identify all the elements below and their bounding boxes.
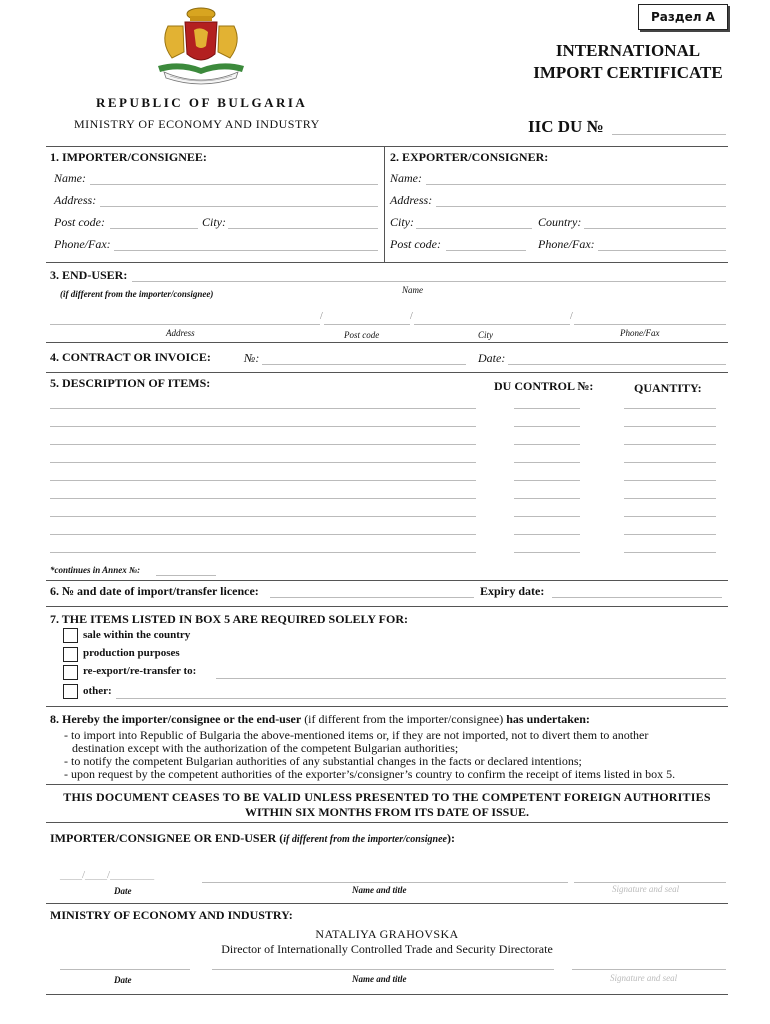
ministry-heading: MINISTRY OF ECONOMY AND INDUSTRY <box>74 117 320 131</box>
section-label: Раздел А <box>638 4 728 30</box>
end-user-title: 3. END-USER: <box>50 268 128 282</box>
exporter-postcode-label: Post code: <box>390 237 441 251</box>
importer-date-field[interactable]: ____/____/________ <box>60 869 155 881</box>
item-du-control-field[interactable] <box>514 462 580 463</box>
importer-address-label: Address: <box>54 193 97 207</box>
end-user-address-caption: Address <box>166 328 195 338</box>
purpose-title: 7. THE ITEMS LISTED IN BOX 5 ARE REQUIRED SOLELY FOR: <box>50 612 408 626</box>
exporter-phone-field[interactable] <box>598 250 726 251</box>
du-control-title: DU CONTROL №: <box>494 379 594 393</box>
item-quantity-field[interactable] <box>624 534 716 535</box>
annex-note: *continues in Annex №: <box>50 565 141 575</box>
ministry-name-title-caption: Name and title <box>352 974 407 984</box>
exporter-name-label: Name: <box>390 171 422 185</box>
undertaking-item-3: - upon request by the competent authorities of the exporter’s/consigner’s country to confirm the receipt of items listed in box 5. <box>64 767 676 781</box>
end-user-phone-field[interactable] <box>574 324 726 325</box>
item-quantity-field[interactable] <box>624 552 716 553</box>
item-description-field[interactable] <box>50 516 476 517</box>
importer-city-field[interactable] <box>228 228 378 229</box>
undertaking-item-1-cont: destination except with the authorization of the competent Bulgarian authorities; <box>72 741 459 755</box>
importer-sign-close: ): <box>446 831 455 845</box>
importer-sign-title-text: IMPORTER/CONSIGNEE OR END-USER ( <box>50 831 284 845</box>
quantity-title: QUANTITY: <box>634 381 702 395</box>
ministry-date-caption: Date <box>114 975 132 985</box>
annex-number-field[interactable] <box>156 575 216 576</box>
item-du-control-field[interactable] <box>514 408 580 409</box>
ministry-date-field[interactable] <box>60 969 190 970</box>
item-quantity-field[interactable] <box>624 498 716 499</box>
undertaking-title <box>50 712 590 727</box>
ministry-signature-caption: Signature and seal <box>610 973 678 983</box>
contract-title: 4. CONTRACT OR INVOICE: <box>50 350 211 364</box>
reexport-destination-field[interactable] <box>216 678 726 679</box>
item-du-control-field[interactable] <box>514 444 580 445</box>
other-field[interactable] <box>116 698 726 699</box>
exporter-postcode-field[interactable] <box>446 250 526 251</box>
importer-city-label: City: <box>202 215 226 229</box>
importer-phone-label: Phone/Fax: <box>54 237 111 251</box>
undertaking-title-part1: 8. Hereby the importer/consignee or the end-user <box>50 712 302 726</box>
end-user-address-field[interactable] <box>50 324 320 325</box>
importer-name-field[interactable] <box>90 184 378 185</box>
item-quantity-field[interactable] <box>624 426 716 427</box>
item-description-field[interactable] <box>50 462 476 463</box>
other-label: other: <box>83 685 112 697</box>
contract-no-field[interactable] <box>262 364 466 365</box>
licence-title: 6. № and date of import/transfer licence: <box>50 584 259 598</box>
title-line-2: IMPORT CERTIFICATE <box>533 63 723 82</box>
licence-field[interactable] <box>270 597 474 598</box>
item-quantity-field[interactable] <box>624 444 716 445</box>
importer-phone-field[interactable] <box>114 250 378 251</box>
end-user-name-field[interactable] <box>132 281 726 282</box>
expiry-field[interactable] <box>552 597 722 598</box>
item-description-field[interactable] <box>50 480 476 481</box>
importer-name-label: Name: <box>54 171 86 185</box>
item-quantity-field[interactable] <box>624 480 716 481</box>
item-description-field[interactable] <box>50 426 476 427</box>
item-du-control-field[interactable] <box>514 552 580 553</box>
sale-checkbox[interactable] <box>63 628 78 643</box>
importer-postcode-field[interactable] <box>110 228 198 229</box>
other-checkbox[interactable] <box>63 684 78 699</box>
iic-number-label: IIC DU № <box>528 117 604 136</box>
exporter-country-label: Country: <box>538 215 582 229</box>
undertaking-item-2: - to notify the competent Bulgarian authorities of any substantial changes in the facts or declared intentions; <box>64 754 582 768</box>
exporter-city-field[interactable] <box>416 228 532 229</box>
undertaking-title-part3: has undertaken: <box>506 712 590 726</box>
item-description-field[interactable] <box>50 408 476 409</box>
contract-no-label: №: <box>244 351 260 365</box>
item-quantity-field[interactable] <box>624 408 716 409</box>
title-line-1: INTERNATIONAL <box>555 41 701 60</box>
importer-address-field[interactable] <box>100 206 378 207</box>
importer-name-title-caption: Name and title <box>352 885 407 895</box>
item-description-field[interactable] <box>50 444 476 445</box>
importer-name-title-field[interactable] <box>202 882 568 883</box>
item-description-field[interactable] <box>50 498 476 499</box>
item-du-control-field[interactable] <box>514 426 580 427</box>
exporter-address-label: Address: <box>390 193 433 207</box>
exporter-phone-label: Phone/Fax: <box>538 237 595 251</box>
item-quantity-field[interactable] <box>624 516 716 517</box>
contract-date-field[interactable] <box>508 364 726 365</box>
end-user-note: (if different from the importer/consignee) <box>60 289 214 299</box>
importer-date-caption: Date <box>114 886 132 896</box>
official-position: Director of Internationally Controlled Trade and Security Directorate <box>221 942 553 956</box>
importer-title: 1. IMPORTER/CONSIGNEE: <box>50 150 207 164</box>
importer-postcode-label: Post code: <box>54 215 105 229</box>
sale-label: sale within the country <box>83 629 191 641</box>
validity-line-2: WITHIN SIX MONTHS FROM ITS DATE OF ISSUE. <box>244 805 530 819</box>
item-description-field[interactable] <box>50 534 476 535</box>
document-title <box>510 40 746 84</box>
exporter-name-field[interactable] <box>426 184 726 185</box>
exporter-country-field[interactable] <box>584 228 726 229</box>
republic-heading: REPUBLIC OF BULGARIA <box>96 95 308 110</box>
importer-signature-caption: Signature and seal <box>612 884 680 894</box>
undertaking-title-part2: (if different from the importer/consignee) <box>301 712 507 726</box>
validity-line-1: THIS DOCUMENT CEASES TO BE VALID UNLESS PRESENTED TO THE COMPETENT FOREIGN AUTHORITIES <box>63 790 711 804</box>
exporter-city-label: City: <box>390 215 414 229</box>
items-title: 5. DESCRIPTION OF ITEMS: <box>50 376 211 390</box>
end-user-postcode-caption: Post code <box>344 330 380 340</box>
production-checkbox[interactable] <box>63 647 78 662</box>
item-du-control-field[interactable] <box>514 534 580 535</box>
official-name: NATALIYA GRAHOVSKA <box>315 927 459 941</box>
contract-date-label: Date: <box>478 351 506 365</box>
coat-of-arms-icon <box>150 6 252 86</box>
importer-sign-title <box>50 831 455 846</box>
production-label: production purposes <box>83 647 180 659</box>
item-description-field[interactable] <box>50 552 476 553</box>
ministry-name-title-field[interactable] <box>212 969 554 970</box>
end-user-postcode-field[interactable] <box>324 324 410 325</box>
end-user-city-caption: City <box>478 330 493 340</box>
importer-signature-field[interactable] <box>574 882 726 883</box>
reexport-checkbox[interactable] <box>63 665 78 680</box>
ministry-signature-field[interactable] <box>572 969 726 970</box>
item-du-control-field[interactable] <box>514 480 580 481</box>
ministry-sign-title: MINISTRY OF ECONOMY AND INDUSTRY: <box>50 908 293 922</box>
iic-number-field[interactable] <box>612 134 726 135</box>
expiry-label: Expiry date: <box>480 584 545 598</box>
item-du-control-field[interactable] <box>514 498 580 499</box>
importer-sign-note: if different from the importer/consignee <box>283 834 447 845</box>
end-user-phone-caption: Phone/Fax <box>620 328 660 338</box>
undertaking-item-1: - to import into Republic of Bulgaria the above-mentioned items or, if they are not imported, not to divert them to another <box>64 728 649 742</box>
item-quantity-field[interactable] <box>624 462 716 463</box>
end-user-name-caption: Name <box>402 285 423 295</box>
end-user-city-field[interactable] <box>414 324 570 325</box>
exporter-title: 2. EXPORTER/CONSIGNER: <box>390 150 549 164</box>
exporter-address-field[interactable] <box>436 206 726 207</box>
item-du-control-field[interactable] <box>514 516 580 517</box>
reexport-label: re-export/re-transfer to: <box>83 665 197 677</box>
